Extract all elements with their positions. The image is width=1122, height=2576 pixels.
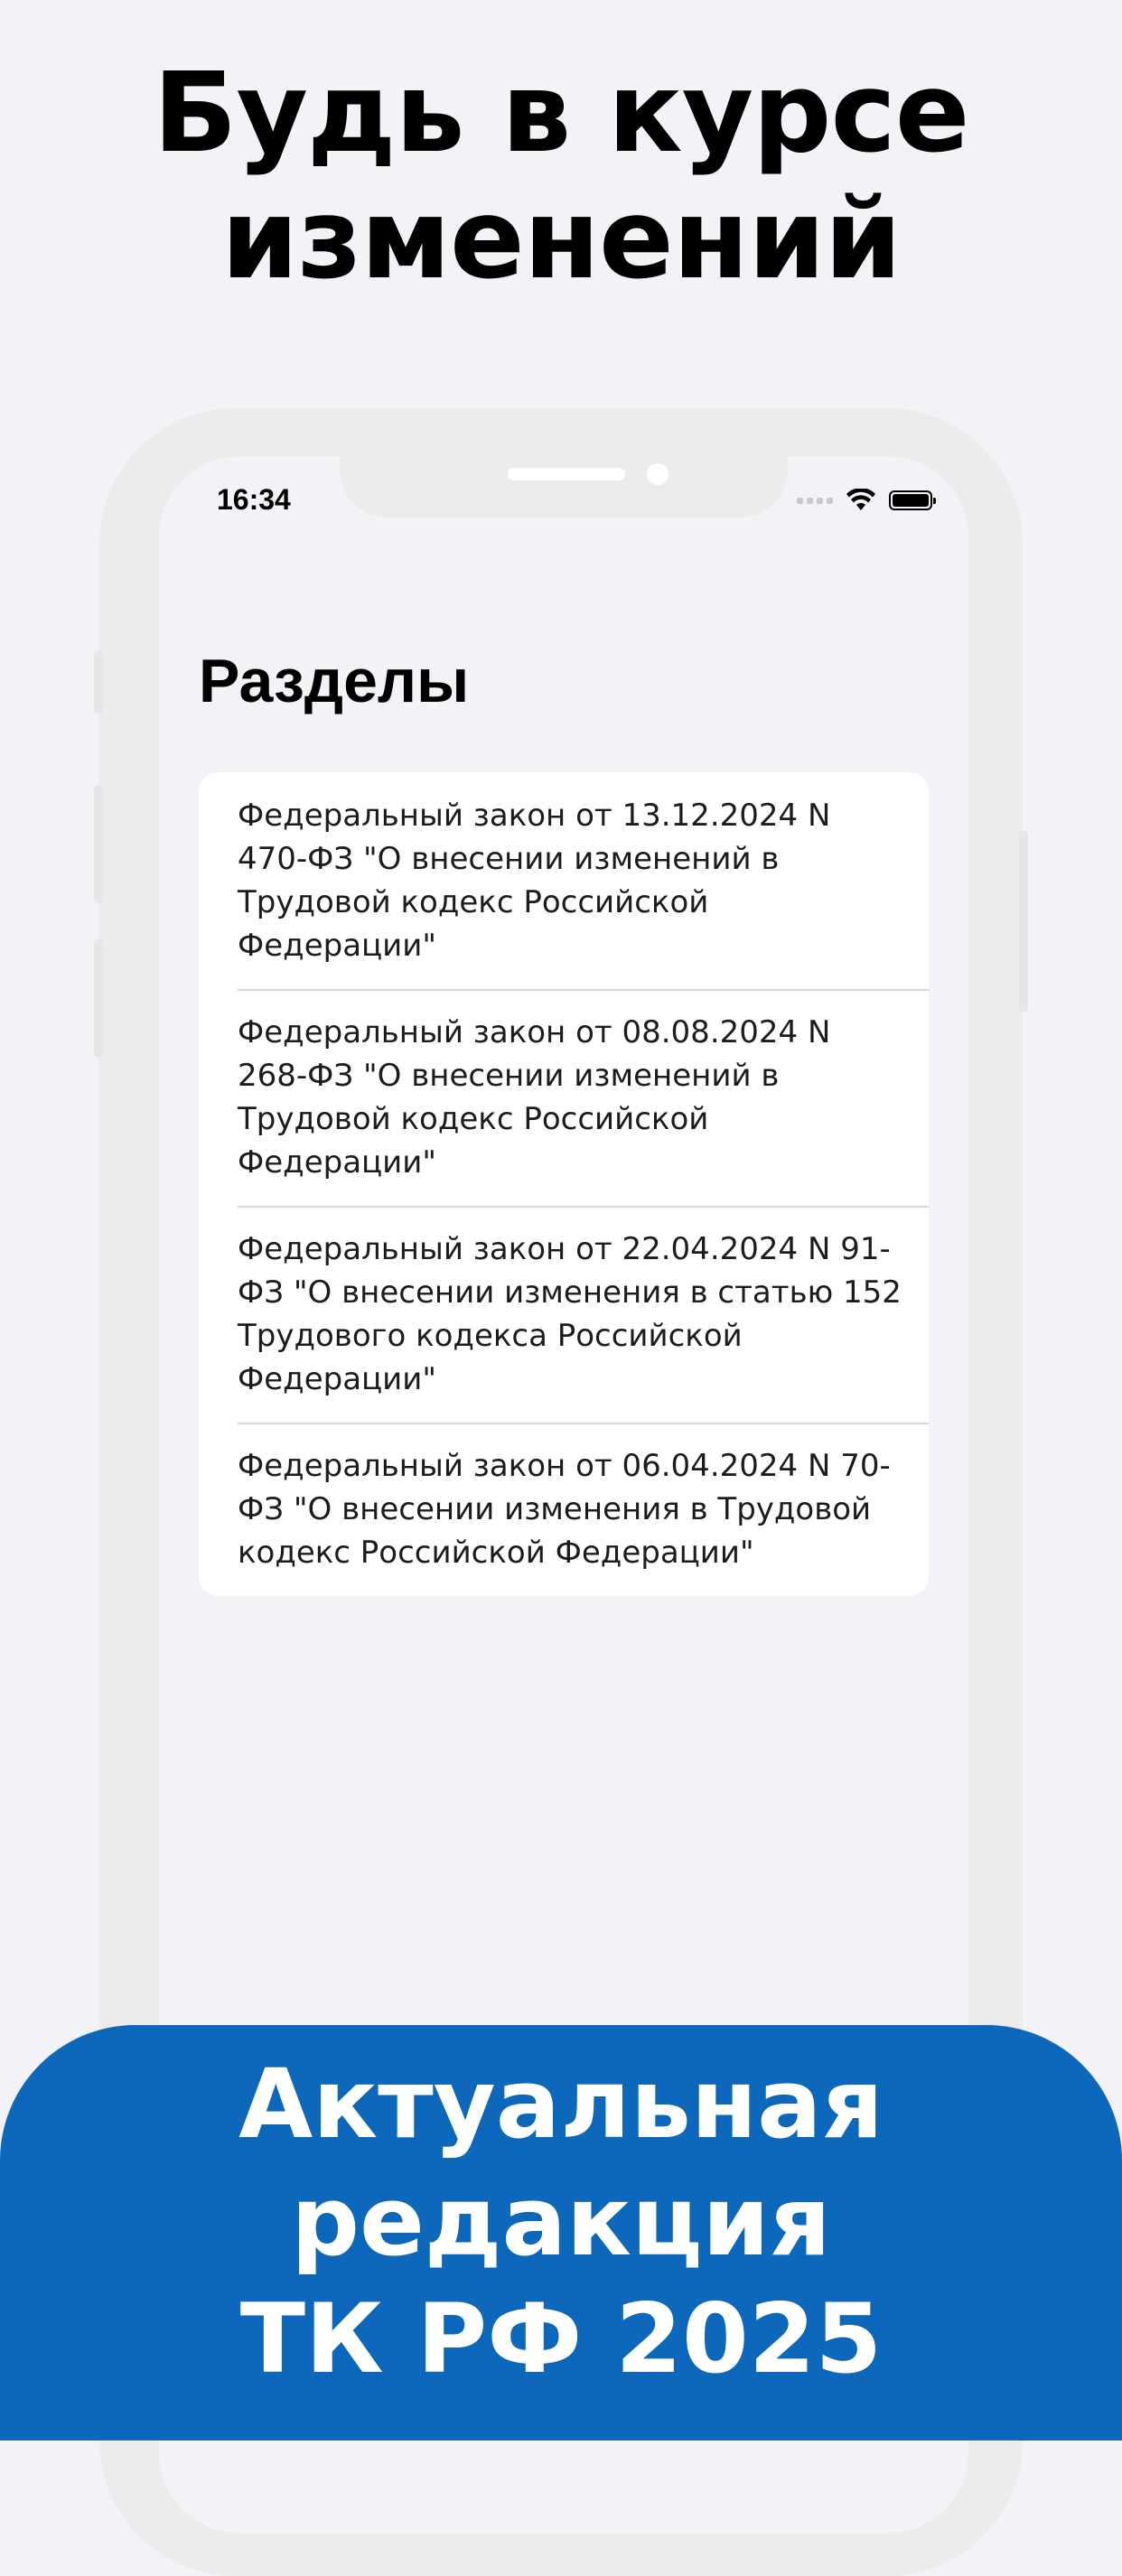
promo-headline [0, 50, 1122, 303]
side-button-right [1019, 831, 1028, 1012]
promo-banner-line-2: редакция [291, 2166, 831, 2277]
status-time: 16:34 [217, 483, 291, 516]
front-camera [647, 463, 669, 485]
sections-list [199, 772, 929, 1596]
promo-banner-text [0, 2046, 1122, 2398]
promo-headline-line-1: Будь в курсе [153, 49, 969, 177]
promo-banner-line-1: Актуальная [238, 2049, 884, 2160]
wifi-icon [846, 489, 876, 512]
list-item-label: Федеральный закон от 06.04.2024 N 70-ФЗ "О внесении изменения в Трудовой кодекс Российской Федерации" [238, 1448, 891, 1571]
list-item[interactable] [199, 1206, 929, 1423]
battery-icon [889, 490, 932, 510]
promo-headline-line-2: изменений [220, 175, 902, 303]
list-item-label: Федеральный закон от 22.04.2024 N 91-ФЗ "О внесении изменения в статью 152 Трудового кодекса Российской Федерации" [238, 1231, 902, 1397]
side-button-left-2 [94, 786, 103, 903]
status-icons [797, 489, 932, 512]
list-item[interactable] [199, 989, 929, 1206]
list-item-label: Федеральный закон от 08.08.2024 N 268-ФЗ "О внесении изменений в Трудовой кодекс Российской Федерации" [238, 1014, 831, 1181]
page-title: Разделы [199, 647, 470, 715]
side-button-left-1 [94, 650, 103, 714]
list-item[interactable] [199, 772, 929, 989]
speaker-grille [508, 468, 625, 481]
cellular-signal-icon [797, 498, 833, 504]
notch [340, 456, 788, 518]
side-button-left-3 [94, 939, 103, 1057]
promo-banner-line-3: ТК РФ 2025 [239, 2283, 883, 2394]
list-item[interactable] [199, 1423, 929, 1596]
list-item-label: Федеральный закон от 13.12.2024 N 470-ФЗ "О внесении изменений в Трудовой кодекс Российской Федерации" [238, 798, 831, 964]
